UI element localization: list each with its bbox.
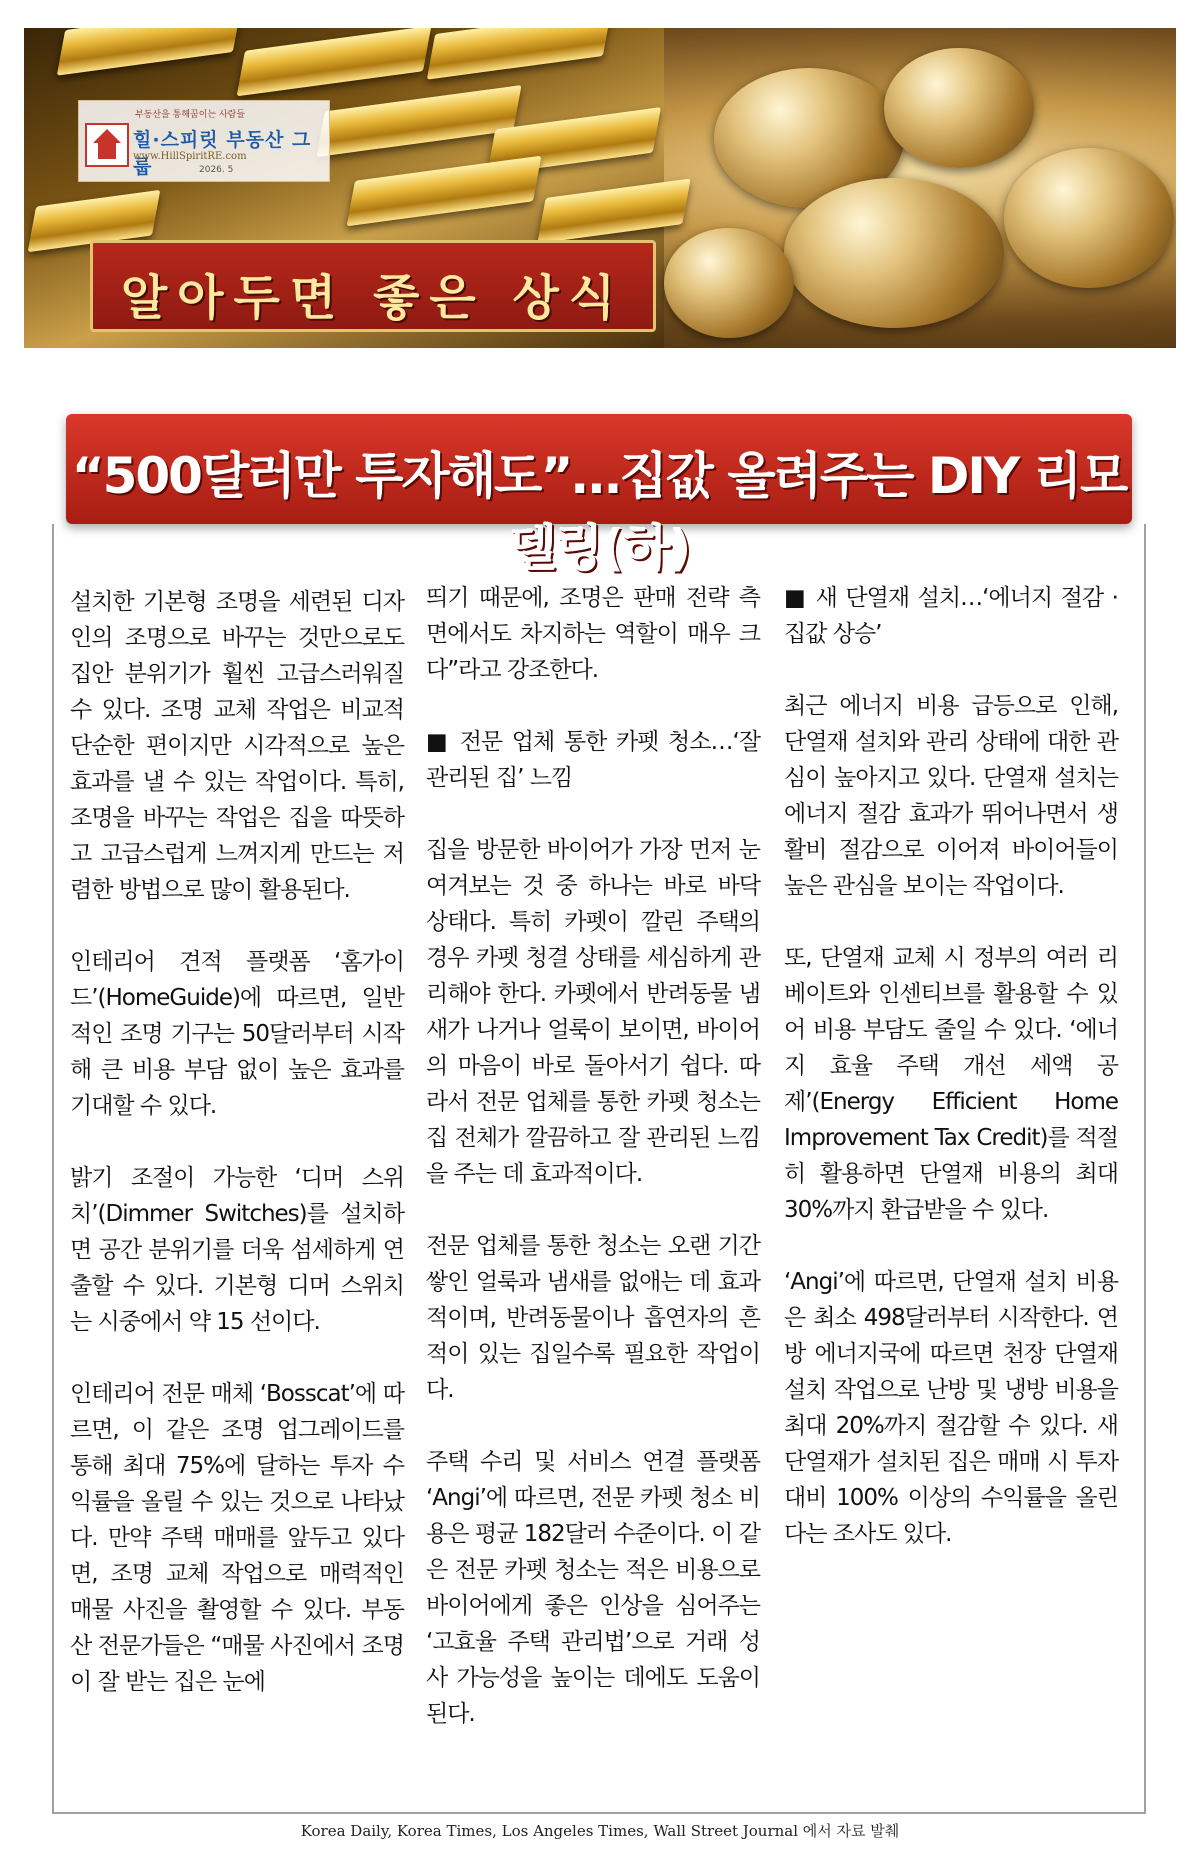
company-logo: [78, 100, 330, 182]
logo-url: www.HillSpiritRE.com: [133, 151, 247, 162]
headline-bar: [66, 414, 1132, 577]
paragraph: 최근 에너지 비용 급등으로 인해, 단열재 설치와 관리 상태에 대한 관심이 높아지고 있다. 단열재 설치는 에너지 절감 효과가 뛰어나면서 생활비 절감으로 이어져 바이어들이 높은 관심을 보이는 작업이다.: [784, 693, 1118, 899]
gold-nugget: [884, 48, 1034, 168]
section-subhead: ■ 새 단열재 설치…‘에너지 절감 · 집값 상승’: [784, 585, 1118, 647]
paragraph: 설치한 기본형 조명을 세련된 디자인의 조명으로 바꾸는 것만으로도 집안 분위기가 훨씬 고급스러워질 수 있다. 조명 교체 작업은 비교적 단순한 편이지만 시각적으로 높은 효과를 낼 수 있는 작업이다. 특히, 조명을 바꾸는 작업은 집을 따뜻하고 고급스럽게 느껴지게 만드는 저렴한 방법으로 많이 활용된다.: [70, 589, 404, 903]
logo-tagline: 부동산을 통해꿈이는 사람들: [135, 110, 246, 120]
gold-nugget: [664, 228, 794, 338]
paragraph: 전문 업체를 통한 청소는 오랜 기간 쌓인 얼룩과 냄새를 없애는 데 효과적이며, 반려동물이나 흡연자의 흔적이 있는 집일수록 필요한 작업이다.: [426, 1233, 760, 1403]
article-column-3: [784, 580, 1118, 1588]
banner-title: 알아두면 좋은 상식: [120, 270, 626, 326]
article-column-2: [426, 580, 760, 1768]
article-headline: “500달러만 투자해도”…집값 올려주는 DIY 리모델링(하): [71, 447, 1127, 577]
gold-nugget: [1004, 148, 1174, 288]
gold-bar: [347, 156, 542, 227]
paragraph: 집을 방문한 바이어가 가장 먼저 눈여겨보는 것 중 하나는 바로 바닥 상태다. 특히 카펫이 깔린 주택의 경우 카펫 청결 상태를 세심하게 관리해야 한다. 카펫에서 반려동물 냄새가 나거나 얼룩이 보이면, 바이어의 마음이 바로 돌아서기 쉽다. 따라서 전문 업체를 통한 카펫 청소는 집 전체가 깔끔하고 잘 관리된 느낌을 주는 데 효과적이다.: [426, 837, 760, 1187]
logo-name: 힐·스피릿 부동산 그룹: [133, 129, 312, 178]
house-logo-icon: [85, 123, 129, 167]
source-credit: Korea Daily, Korea Times, Los Angeles Times, Wall Street Journal 에서 자료 발췌: [300, 1822, 900, 1840]
banner-title-box: [90, 240, 656, 332]
gold-bar: [537, 178, 690, 243]
paragraph: 또, 단열재 교체 시 정부의 여러 리베이트와 인센티브를 활용할 수 있어 비용 부담도 줄일 수 있다. ‘에너지 효율 주택 개선 세액 공제’(Energy Efficient Home Improvement Tax Credit)를 적절히 활용하면 단열재 비용의 최대 30%까지 환급받을 수 있다.: [784, 945, 1118, 1223]
gold-nugget: [784, 178, 1004, 328]
paragraph: 인테리어 견적 플랫폼 ‘홈가이드’(HomeGuide)에 따르면, 일반적인 조명 기구는 50달러부터 시작해 큰 비용 부담 없이 높은 효과를 기대할 수 있다.: [70, 949, 404, 1119]
gold-bar: [316, 85, 521, 157]
gold-bar: [427, 28, 611, 80]
paragraph: 띄기 때문에, 조명은 판매 전략 측면에서도 차지하는 역할이 매우 크다”라고 강조한다.: [426, 585, 760, 683]
header-banner: [24, 28, 1176, 348]
gold-bar: [237, 28, 432, 96]
section-subhead: ■ 전문 업체 통한 카펫 청소…‘잘 관리된 집’ 느낌: [426, 729, 760, 791]
paragraph: ‘Angi’에 따르면, 단열재 설치 비용은 최소 498달러부터 시작한다. 연방 에너지국에 따르면 천장 단열재 설치 작업으로 난방 및 냉방 비용을 최대 20%까지 절감할 수 있다. 새 단열재가 설치된 집은 매매 시 투자 대비 100% 이상의 수익률을 올린다는 조사도 있다.: [784, 1269, 1118, 1547]
paragraph: 주택 수리 및 서비스 연결 플랫폼 ‘Angi’에 따르면, 전문 카펫 청소 비용은 평균 182달러 수준이다. 이 같은 전문 카펫 청소는 적은 비용으로 바이어에게 좋은 인상을 심어주는 ‘고효율 주택 관리법’으로 거래 성사 가능성을 높이는 데에도 도움이 된다.: [426, 1449, 760, 1727]
gold-bar: [57, 28, 241, 76]
paragraph: 인테리어 전문 매체 ‘Bosscat’에 따르면, 이 같은 조명 업그레이드를 통해 최대 75%에 달하는 투자 수익률을 올릴 수 있는 것으로 나타났다. 만약 주택 매매를 앞두고 있다면, 조명 교체 작업으로 매력적인 매물 사진을 촬영할 수 있다. 부동산 전문가들은 “매물 사진에서 조명이 잘 받는 집은 눈에: [70, 1381, 404, 1695]
article-column-1: [70, 584, 404, 1736]
logo-year: 2026. 5: [199, 165, 234, 175]
paragraph: 밝기 조절이 가능한 ‘디머 스위치’(Dimmer Switches)를 설치하면 공간 분위기를 더욱 섬세하게 연출할 수 있다. 기본형 디머 스위치는 시중에서 약 15 선이다.: [70, 1165, 404, 1335]
